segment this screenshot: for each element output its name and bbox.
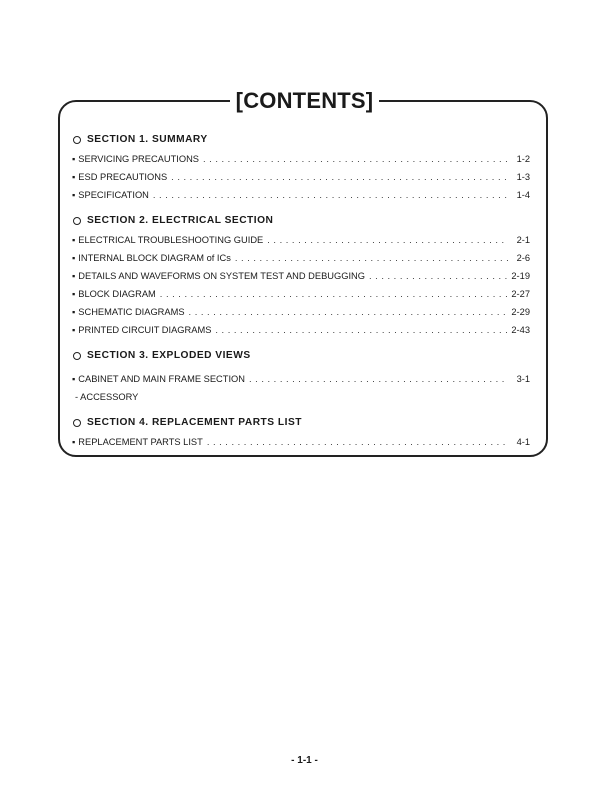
square-bullet-icon: ▪	[72, 253, 76, 263]
toc-entry-label: ELECTRICAL TROUBLESHOOTING GUIDE	[78, 235, 264, 245]
toc-entry-page: 3-1	[516, 374, 530, 384]
toc-entry-label: ESD PRECAUTIONS	[78, 172, 168, 182]
dot-leader	[153, 186, 508, 204]
toc-entry[interactable]	[72, 267, 530, 285]
toc-entry-label: SPECIFICATION	[78, 190, 149, 200]
toc-entry-page: 2-1	[516, 235, 530, 245]
square-bullet-icon: ▪	[72, 235, 76, 245]
toc-entry-label: REPLACEMENT PARTS LIST	[78, 437, 203, 447]
toc-entry-label: SERVICING PRECAUTIONS	[78, 154, 200, 164]
toc-entry[interactable]	[72, 249, 530, 267]
toc-entry[interactable]	[72, 285, 530, 303]
dot-leader	[207, 433, 508, 451]
square-bullet-icon: ▪	[72, 437, 76, 447]
dot-leader	[189, 303, 508, 321]
toc-entry-page: 2-27	[511, 289, 530, 299]
square-bullet-icon: ▪	[72, 154, 76, 164]
circle-bullet-icon	[73, 419, 81, 427]
toc-entry-page: 2-29	[511, 307, 530, 317]
square-bullet-icon: ▪	[72, 289, 76, 299]
dot-leader	[267, 231, 508, 249]
toc-entry[interactable]	[72, 231, 530, 249]
section-2-heading: SECTION 2. ELECTRICAL SECTION	[72, 213, 530, 229]
toc-entry[interactable]	[72, 168, 530, 186]
table-of-contents	[72, 132, 530, 451]
square-bullet-icon: ▪	[72, 325, 76, 335]
toc-entry[interactable]	[72, 303, 530, 321]
section-1-heading: SECTION 1. SUMMARY	[72, 132, 530, 148]
toc-sub-entry[interactable]: - ACCESSORY	[75, 392, 139, 402]
toc-entry[interactable]	[72, 186, 530, 204]
toc-entry-label: SCHEMATIC DIAGRAMS	[78, 307, 185, 317]
toc-entry[interactable]	[72, 370, 530, 388]
dot-leader	[160, 285, 508, 303]
toc-entry-label: INTERNAL BLOCK DIAGRAM of ICs	[78, 253, 231, 263]
circle-bullet-icon	[73, 217, 81, 225]
toc-entry-page: 1-2	[516, 154, 530, 164]
circle-bullet-icon	[73, 136, 81, 144]
circle-bullet-icon	[73, 352, 81, 360]
dot-leader	[215, 321, 507, 339]
section-3-heading: SECTION 3. EXPLODED VIEWS	[72, 348, 530, 364]
toc-entry-page: 1-4	[516, 190, 530, 200]
section-4-heading: SECTION 4. REPLACEMENT PARTS LIST	[72, 415, 530, 431]
square-bullet-icon: ▪	[72, 374, 76, 384]
toc-entry-page: 2-6	[516, 253, 530, 263]
toc-entry-label: BLOCK DIAGRAM	[78, 289, 156, 299]
toc-entry-page: 2-43	[511, 325, 530, 335]
page-number: - 1-1 -	[291, 755, 318, 766]
square-bullet-icon: ▪	[72, 190, 76, 200]
dot-leader	[369, 267, 507, 285]
contents-title: [CONTENTS]	[0, 86, 609, 116]
toc-entry-page: 1-3	[516, 172, 530, 182]
toc-entry-label: PRINTED CIRCUIT DIAGRAMS	[78, 325, 212, 335]
toc-entry-page: 4-1	[516, 437, 530, 447]
toc-entry-label: DETAILS AND WAVEFORMS ON SYSTEM TEST AND DEBUGGING	[78, 271, 365, 281]
toc-entry[interactable]	[72, 433, 530, 451]
toc-entry-label: CABINET AND MAIN FRAME SECTION	[78, 374, 245, 384]
square-bullet-icon: ▪	[72, 307, 76, 317]
square-bullet-icon: ▪	[72, 172, 76, 182]
toc-entry-page: 2-19	[511, 271, 530, 281]
dot-leader	[235, 249, 508, 267]
square-bullet-icon: ▪	[72, 271, 76, 281]
toc-entry[interactable]	[72, 321, 530, 339]
dot-leader	[249, 370, 508, 388]
dot-leader	[203, 150, 508, 168]
toc-entry[interactable]	[72, 150, 530, 168]
dot-leader	[171, 168, 508, 186]
